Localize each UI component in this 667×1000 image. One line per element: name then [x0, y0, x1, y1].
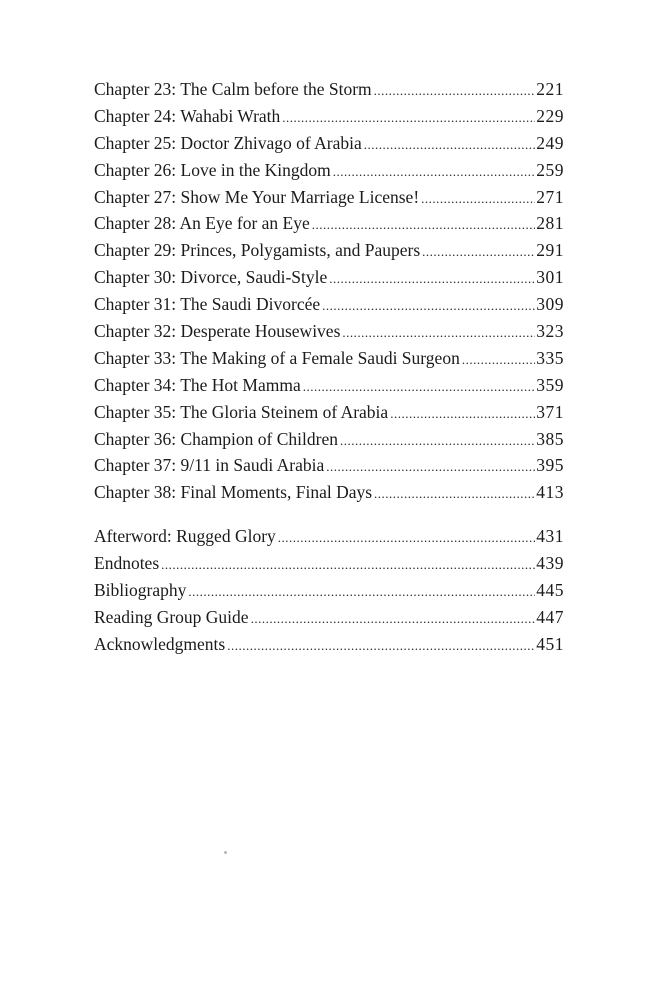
dot-leader	[340, 428, 535, 455]
entry-title: Chapter 25: Doctor Zhivago of Arabia	[94, 132, 362, 153]
chapter-list	[94, 76, 564, 506]
entry-page-number: 445	[536, 579, 564, 600]
toc-entry-bibliography	[94, 577, 564, 604]
entry-page-number: 413	[536, 482, 564, 503]
entry-title: Chapter 33: The Making of a Female Saudi Surgeon	[94, 347, 460, 368]
dot-leader	[421, 186, 535, 213]
entry-page-number: 335	[536, 347, 564, 368]
entry-page-number: 323	[536, 321, 564, 342]
toc-entry-endnotes	[94, 550, 564, 577]
toc-entry-chapter-31	[94, 291, 564, 318]
toc-entry-acknowledgments	[94, 631, 564, 658]
toc-entry-reading-group-guide	[94, 604, 564, 631]
entry-title: Chapter 36: Champion of Children	[94, 428, 338, 449]
entry-title: Chapter 24: Wahabi Wrath	[94, 105, 281, 126]
entry-page-number: 309	[536, 294, 564, 315]
entry-title: Endnotes	[94, 552, 160, 573]
entry-page-number: 371	[536, 401, 564, 422]
dot-leader	[282, 105, 535, 132]
entry-title: Chapter 27: Show Me Your Marriage License!	[94, 186, 420, 207]
entry-title: Bibliography	[94, 579, 187, 600]
dot-leader	[390, 401, 535, 428]
dot-leader	[227, 633, 535, 660]
entry-page-number: 229	[536, 105, 564, 126]
dot-leader	[329, 266, 535, 293]
entry-title: Chapter 29: Princes, Polygamists, and Paupers	[94, 240, 421, 261]
entry-title: Reading Group Guide	[94, 606, 249, 627]
toc-entry-afterword	[94, 523, 564, 550]
toc-entry-chapter-37	[94, 452, 564, 479]
toc-entry-chapter-26	[94, 157, 564, 184]
dot-leader	[312, 212, 535, 239]
entry-page-number: 249	[536, 132, 564, 153]
dot-leader	[342, 320, 535, 347]
dot-leader	[333, 159, 536, 186]
entry-title: Chapter 28: An Eye for an Eye	[94, 213, 310, 234]
entry-page-number: 385	[536, 428, 564, 449]
toc-entry-chapter-23	[94, 76, 564, 103]
dot-leader	[374, 78, 536, 105]
toc-entry-chapter-28	[94, 210, 564, 237]
entry-page-number: 301	[536, 267, 564, 288]
entry-page-number: 291	[536, 240, 564, 261]
dot-leader	[422, 239, 535, 266]
entry-title: Acknowledgments	[94, 633, 226, 654]
toc-entry-chapter-35	[94, 399, 564, 426]
dot-leader	[278, 525, 535, 552]
entry-page-number: 281	[536, 213, 564, 234]
toc-entry-chapter-27	[94, 184, 564, 211]
entry-title: Chapter 32: Desperate Housewives	[94, 321, 341, 342]
dot-leader	[161, 552, 535, 579]
dot-leader	[364, 132, 535, 159]
entry-title: Chapter 31: The Saudi Divorcée	[94, 294, 321, 315]
dot-leader	[188, 579, 535, 606]
entry-page-number: 271	[536, 186, 564, 207]
entry-title: Chapter 35: The Gloria Steinem of Arabia	[94, 401, 389, 422]
toc-entry-chapter-33	[94, 345, 564, 372]
entry-page-number: 359	[536, 374, 564, 395]
entry-title: Chapter 34: The Hot Mamma	[94, 374, 301, 395]
entry-page-number: 395	[536, 455, 564, 476]
entry-page-number: 451	[536, 633, 564, 654]
toc-entry-chapter-30	[94, 264, 564, 291]
dot-leader	[374, 481, 535, 508]
toc-entry-chapter-29	[94, 237, 564, 264]
entry-title: Chapter 37: 9/11 in Saudi Arabia	[94, 455, 325, 476]
toc-entry-chapter-32	[94, 318, 564, 345]
entry-title: Chapter 23: The Calm before the Storm	[94, 79, 372, 99]
toc-entry-chapter-36	[94, 426, 564, 453]
entry-page-number: 259	[536, 159, 564, 180]
entry-page-number: 447	[536, 606, 564, 627]
entry-page-number: 431	[536, 526, 564, 546]
back-matter-list	[94, 523, 564, 657]
toc-entry-chapter-34	[94, 372, 564, 399]
entry-title: Chapter 38: Final Moments, Final Days	[94, 482, 373, 503]
entry-page-number: 221	[536, 79, 564, 99]
dot-leader	[326, 454, 535, 481]
dot-leader	[303, 374, 536, 401]
entry-page-number: 439	[536, 552, 564, 573]
toc-entry-chapter-38	[94, 479, 564, 506]
paper-speck	[224, 851, 227, 854]
dot-leader	[251, 606, 536, 633]
dot-leader	[322, 293, 535, 320]
entry-title: Chapter 26: Love in the Kingdom	[94, 159, 331, 180]
toc-entry-chapter-25	[94, 130, 564, 157]
dot-leader	[462, 347, 535, 374]
entry-title: Chapter 30: Divorce, Saudi-Style	[94, 267, 328, 288]
toc-entry-chapter-24	[94, 103, 564, 130]
entry-title: Afterword: Rugged Glory	[94, 526, 276, 546]
